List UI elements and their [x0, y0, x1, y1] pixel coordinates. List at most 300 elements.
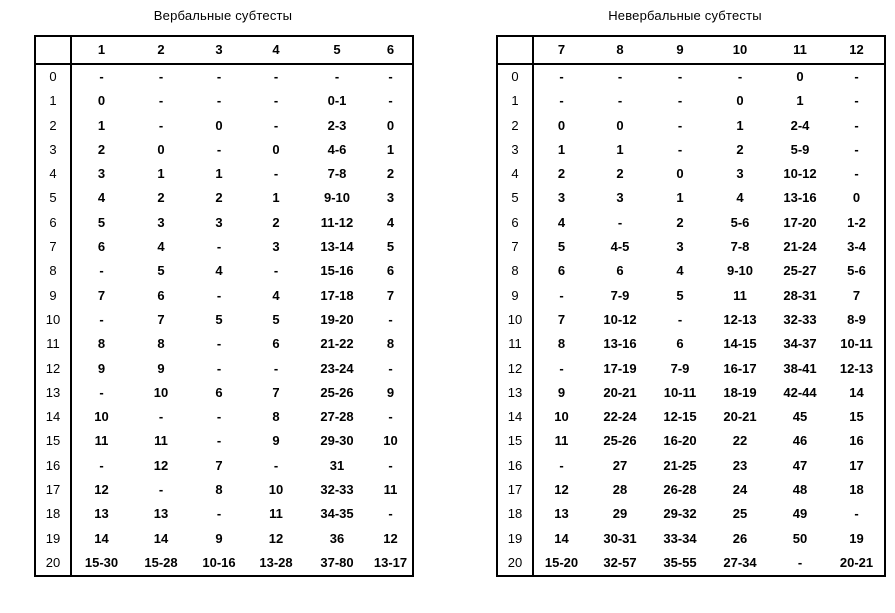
table-row — [497, 89, 885, 113]
cell: 46 — [792, 433, 808, 449]
cell: 7 — [215, 457, 223, 473]
table-row — [497, 259, 885, 283]
row-label: 13 — [497, 381, 533, 405]
cell: 0 — [676, 166, 684, 182]
cell: - — [677, 69, 683, 84]
cell: 37-80 — [320, 554, 354, 570]
cell: 21-24 — [783, 239, 817, 255]
row-label: 14 — [35, 405, 71, 429]
cell: 1 — [386, 141, 395, 157]
column-header-4: 4 — [247, 36, 305, 64]
cell: 9 — [272, 433, 280, 449]
column-header-2: 2 — [131, 36, 191, 64]
cell: 30-31 — [603, 530, 637, 546]
row-label: 10 — [35, 308, 71, 332]
row-label: 14 — [497, 405, 533, 429]
row-label: 13 — [35, 381, 71, 405]
cell: 29 — [612, 506, 628, 522]
cell: 14 — [153, 530, 169, 546]
cell: 16 — [849, 433, 864, 449]
nonverbal-table-caption: Невербальные субтесты — [608, 8, 762, 23]
table-row — [35, 162, 413, 186]
table-row — [35, 211, 413, 235]
cell: 25-26 — [320, 384, 354, 400]
cell: 17-20 — [783, 214, 817, 230]
cell: 8 — [386, 336, 395, 352]
row-label: 16 — [35, 454, 71, 478]
cell: 8 — [157, 336, 165, 352]
cell: 5 — [557, 239, 566, 255]
cell: 23-24 — [320, 360, 354, 376]
cell: 7 — [386, 287, 395, 303]
cell: 10 — [94, 409, 109, 425]
cell: - — [388, 69, 393, 84]
cell: 7 — [157, 311, 165, 327]
cell: - — [559, 69, 564, 84]
cell: 20-21 — [603, 384, 637, 400]
column-header-11: 11 — [771, 36, 829, 64]
cell: 0 — [215, 117, 223, 133]
column-header-6: 6 — [369, 36, 413, 64]
cell: 1 — [272, 190, 280, 206]
column-header-12: 12 — [829, 36, 885, 64]
column-header-8: 8 — [589, 36, 651, 64]
cell: 13-16 — [603, 336, 637, 352]
cell: - — [273, 263, 279, 279]
cell: 34-35 — [320, 506, 354, 522]
row-label: 4 — [497, 162, 533, 186]
cell: 9 — [97, 360, 106, 376]
table-row — [497, 235, 885, 259]
cell: 1 — [616, 141, 624, 157]
cell: 12 — [153, 457, 169, 473]
cell: 15-30 — [84, 554, 119, 570]
cell: 10-16 — [202, 554, 236, 570]
cell: 0 — [157, 141, 165, 157]
verbal-table-caption: Вербальные субтесты — [153, 8, 293, 23]
cell: 10-11 — [663, 384, 697, 400]
row-label: 17 — [497, 478, 533, 502]
cell: - — [216, 506, 222, 522]
cell: - — [273, 69, 279, 84]
cell: 1 — [557, 141, 566, 157]
cell: 2 — [386, 166, 395, 182]
cell: - — [158, 69, 164, 84]
cell: 13-28 — [259, 554, 293, 570]
cell: 2 — [557, 166, 566, 182]
cell: 4 — [272, 287, 280, 303]
cell: 3 — [676, 239, 684, 255]
table-row — [35, 527, 413, 551]
row-label: 6 — [35, 211, 71, 235]
cell: 3 — [157, 214, 165, 230]
cell: 11-12 — [320, 214, 354, 230]
column-header-7: 7 — [533, 36, 589, 64]
row-label: 20 — [497, 551, 533, 576]
cell: 3 — [97, 166, 106, 182]
cell: 7 — [97, 287, 106, 303]
cell: 33-34 — [663, 530, 697, 546]
cell: - — [99, 311, 104, 327]
table-row — [497, 478, 885, 502]
row-label: 11 — [35, 332, 71, 356]
cell: 2-3 — [327, 117, 347, 133]
cell: 38-41 — [783, 360, 817, 376]
cell: 2 — [676, 214, 684, 230]
cell: 0 — [557, 117, 566, 133]
table-row — [35, 186, 413, 210]
cell: 16-17 — [723, 360, 757, 376]
table-header-row — [35, 36, 413, 64]
row-label: 1 — [35, 89, 71, 113]
cell: - — [216, 360, 222, 376]
table-row — [497, 527, 885, 551]
row-label: 18 — [497, 502, 533, 526]
column-header-1: 1 — [71, 36, 131, 64]
cell: 26-28 — [663, 482, 697, 498]
cell: 13-16 — [783, 190, 817, 206]
column-header-3: 3 — [191, 36, 247, 64]
cell: 3 — [557, 190, 566, 206]
cell: 9 — [215, 530, 223, 546]
cell: 14 — [554, 530, 569, 546]
cell: - — [158, 117, 164, 133]
row-label: 7 — [497, 235, 533, 259]
cell: 32-57 — [603, 554, 637, 570]
table-row — [35, 284, 413, 308]
table-row — [497, 186, 885, 210]
cell: - — [559, 457, 564, 473]
cell: 0 — [272, 141, 280, 157]
cell: 1 — [157, 166, 165, 182]
cell: 10-12 — [783, 166, 817, 182]
cell: 17-18 — [320, 287, 354, 303]
row-label: 2 — [35, 114, 71, 138]
table-row — [497, 405, 885, 429]
cell: - — [273, 360, 279, 376]
cell: 25-26 — [603, 433, 637, 449]
cell: 7-9 — [670, 360, 690, 376]
cell: - — [273, 93, 279, 109]
cell: 15-16 — [320, 263, 354, 279]
table-header-row — [497, 36, 885, 64]
cell: 26 — [732, 530, 748, 546]
cell: 50 — [792, 530, 808, 546]
cell: 9 — [557, 384, 566, 400]
cell: 13-17 — [373, 554, 408, 570]
table-row — [35, 114, 413, 138]
cell: 9-10 — [726, 263, 754, 279]
cell: 8-9 — [847, 311, 866, 327]
cell: 7-8 — [730, 239, 750, 255]
table-row — [35, 551, 413, 576]
cell: 6 — [272, 336, 280, 352]
nonverbal-table-body — [497, 64, 885, 576]
cell: 4 — [557, 214, 566, 230]
cell: - — [854, 166, 859, 182]
table-row — [35, 308, 413, 332]
cell: 21-22 — [320, 336, 354, 352]
row-label: 0 — [35, 64, 71, 89]
cell: - — [797, 554, 803, 570]
row-label: 10 — [497, 308, 533, 332]
cell: 0 — [736, 93, 744, 109]
cell: 3 — [616, 190, 624, 206]
verbal-table-body — [35, 64, 413, 576]
cell: 27-34 — [723, 554, 757, 570]
cell: 0 — [616, 117, 624, 133]
cell: 19 — [849, 530, 864, 546]
cell: 18 — [849, 482, 864, 498]
cell: - — [854, 506, 859, 522]
cell: - — [854, 117, 859, 133]
cell: 11 — [154, 433, 168, 449]
table-row — [497, 211, 885, 235]
row-label: 18 — [35, 502, 71, 526]
cell: 13 — [554, 506, 569, 522]
cell: 1 — [676, 190, 684, 206]
cell: 18-19 — [723, 384, 757, 400]
cell: - — [388, 93, 393, 109]
column-header-9: 9 — [651, 36, 709, 64]
row-label: 3 — [497, 138, 533, 162]
cell: 5-6 — [847, 263, 866, 279]
cell: 28-31 — [783, 287, 817, 303]
cell: 19-20 — [320, 311, 354, 327]
cell: 29-32 — [663, 506, 697, 522]
cell: 2 — [97, 141, 106, 157]
cell: 29-30 — [320, 433, 354, 449]
table-row — [35, 357, 413, 381]
nonverbal-scores-table — [496, 35, 886, 577]
table-row — [35, 429, 413, 453]
cell: - — [559, 93, 564, 109]
row-label: 7 — [35, 235, 71, 259]
cell: - — [677, 311, 683, 327]
cell: 12-15 — [663, 409, 697, 425]
table-row — [35, 454, 413, 478]
cell: 17-19 — [603, 360, 637, 376]
cell: 1 — [796, 93, 804, 109]
nonverbal-subtests-panel — [496, 8, 886, 577]
cell: 11 — [383, 482, 398, 498]
cell: 0 — [386, 117, 395, 133]
cell: 16-20 — [663, 433, 697, 449]
table-row — [497, 429, 885, 453]
cell: - — [158, 482, 164, 498]
cell: 10-12 — [603, 311, 637, 327]
cell: 10 — [153, 384, 169, 400]
cell: 13 — [153, 506, 169, 522]
cell: - — [854, 69, 859, 84]
cell: 2 — [616, 166, 624, 182]
cell: - — [273, 457, 279, 473]
cell: 12 — [383, 530, 398, 546]
cell: - — [388, 311, 393, 327]
row-label: 15 — [35, 429, 71, 453]
table-row — [497, 454, 885, 478]
cell: 14-15 — [723, 336, 757, 352]
verbal-subtests-panel — [34, 8, 414, 577]
cell: 12 — [94, 482, 109, 498]
cell: 2 — [215, 190, 223, 206]
cell: 3 — [272, 239, 280, 255]
cell: - — [617, 214, 623, 230]
row-label: 19 — [497, 527, 533, 551]
row-label: 8 — [497, 259, 533, 283]
cell: - — [854, 93, 859, 109]
cell: 7 — [272, 384, 280, 400]
cell: 2-4 — [790, 117, 810, 133]
table-row — [35, 138, 413, 162]
row-label: 4 — [35, 162, 71, 186]
column-header-corner — [35, 36, 71, 64]
cell: 36 — [329, 530, 345, 546]
cell: 12 — [554, 482, 569, 498]
cell: - — [216, 141, 222, 157]
column-header-10: 10 — [709, 36, 771, 64]
table-row — [497, 114, 885, 138]
table-row — [35, 381, 413, 405]
cell: 32-33 — [783, 311, 817, 327]
cell: 11 — [94, 433, 109, 449]
table-row — [35, 332, 413, 356]
cell: 25 — [732, 506, 748, 522]
row-label: 6 — [497, 211, 533, 235]
cell: 1 — [736, 117, 744, 133]
cell: 5 — [97, 214, 106, 230]
cell: 6 — [386, 263, 395, 279]
cell: 4 — [215, 263, 223, 279]
cell: - — [158, 409, 164, 425]
row-label: 0 — [497, 64, 533, 89]
cell: 5 — [676, 287, 684, 303]
row-label: 15 — [497, 429, 533, 453]
cell: - — [99, 69, 104, 84]
cell: 14 — [849, 384, 864, 400]
cell: - — [617, 69, 623, 84]
row-label: 12 — [35, 357, 71, 381]
cell: 20-21 — [839, 554, 874, 570]
cell: 12-13 — [839, 360, 874, 376]
row-label: 17 — [35, 478, 71, 502]
cell: 7 — [852, 287, 861, 303]
cell: - — [677, 117, 683, 133]
cell: 1 — [97, 117, 106, 133]
cell: 5 — [157, 263, 165, 279]
table-row — [35, 259, 413, 283]
cell: - — [388, 360, 393, 376]
cell: 27-28 — [320, 409, 354, 425]
cell: 1-2 — [847, 214, 866, 230]
row-label: 8 — [35, 259, 71, 283]
cell: - — [388, 409, 393, 425]
cell: - — [158, 93, 164, 109]
row-label: 16 — [497, 454, 533, 478]
cell: 8 — [557, 336, 566, 352]
table-row — [35, 64, 413, 89]
cell: - — [273, 166, 279, 182]
cell: 22-24 — [603, 409, 637, 425]
cell: 6 — [157, 287, 165, 303]
table-row — [497, 357, 885, 381]
cell: 0 — [97, 93, 106, 109]
cell: 10 — [268, 482, 284, 498]
cell: 3 — [386, 190, 395, 206]
cell: - — [216, 336, 222, 352]
cell: 28 — [612, 482, 628, 498]
cell: 17 — [849, 457, 864, 473]
column-header-corner — [497, 36, 533, 64]
cell: - — [216, 409, 222, 425]
row-label: 11 — [497, 332, 533, 356]
table-row — [497, 502, 885, 526]
cell: 6 — [557, 263, 566, 279]
cell: - — [677, 93, 683, 109]
cell: 35-55 — [663, 554, 697, 570]
cell: 49 — [792, 506, 808, 522]
cell: 8 — [215, 482, 223, 498]
cell: 11 — [733, 287, 747, 303]
row-label: 19 — [35, 527, 71, 551]
cell: 4-6 — [327, 141, 347, 157]
cell: - — [388, 457, 393, 473]
cell: 12 — [268, 530, 284, 546]
cell: 45 — [792, 409, 808, 425]
cell: 10-11 — [840, 336, 873, 352]
cell: 4 — [676, 263, 684, 279]
cell: 9 — [157, 360, 165, 376]
cell: 11 — [269, 506, 283, 522]
cell: 5-9 — [790, 141, 810, 157]
cell: 5-6 — [730, 214, 750, 230]
cell: - — [559, 360, 564, 376]
table-row — [497, 381, 885, 405]
cell: 2 — [157, 190, 165, 206]
cell: 9-10 — [323, 190, 351, 206]
table-row — [497, 308, 885, 332]
cell: 7-8 — [327, 166, 347, 182]
table-row — [35, 235, 413, 259]
cell: 5 — [386, 239, 395, 255]
cell: 15 — [849, 409, 864, 425]
cell: 11 — [554, 433, 569, 449]
cell: 34-37 — [783, 336, 817, 352]
cell: - — [334, 69, 340, 84]
cell: 5 — [215, 311, 223, 327]
cell: 3 — [736, 166, 744, 182]
cell: 3 — [215, 214, 223, 230]
cell: - — [216, 93, 222, 109]
column-header-5: 5 — [305, 36, 369, 64]
cell: 15-28 — [144, 554, 178, 570]
cell: 4-5 — [610, 239, 630, 255]
cell: - — [559, 287, 564, 303]
cell: 9 — [386, 384, 395, 400]
cell: 23 — [732, 457, 748, 473]
cell: 6 — [215, 384, 223, 400]
cell: 0-1 — [327, 93, 347, 109]
cell: 6 — [97, 239, 106, 255]
cell: 13-14 — [320, 239, 354, 255]
verbal-scores-table — [34, 35, 414, 577]
cell: - — [99, 384, 104, 400]
cell: 4 — [386, 214, 395, 230]
row-label: 9 — [497, 284, 533, 308]
cell: 14 — [94, 530, 109, 546]
cell: 27 — [612, 457, 628, 473]
table-row — [497, 64, 885, 89]
